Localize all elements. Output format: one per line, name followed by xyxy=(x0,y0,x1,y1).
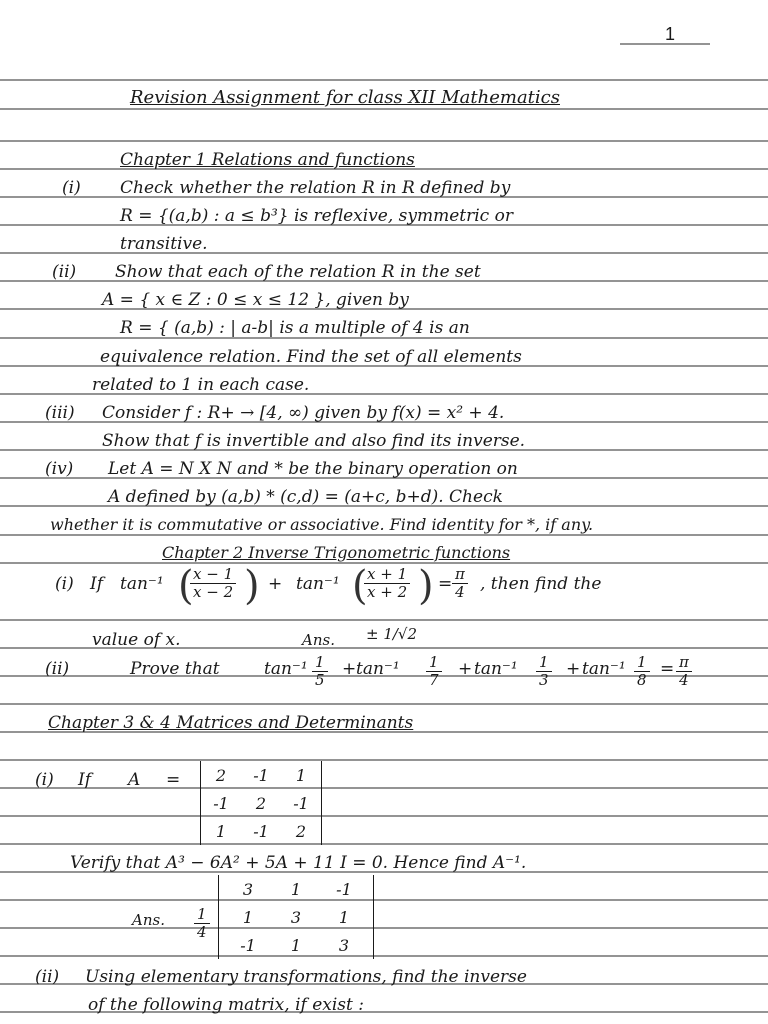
question-text: Consider f : R+ → [4, ∞) given by f(x) = x² + 4. xyxy=(102,403,505,423)
tan-inverse: tan⁻¹ xyxy=(120,574,164,594)
denominator: 5 xyxy=(315,671,325,689)
question-text: Show that f is invertible and also find its inverse. xyxy=(102,431,526,451)
question-text: , then find the xyxy=(480,574,602,594)
question-text: Let A = N X N and * be the binary operation on xyxy=(108,459,518,479)
equals-sign: = xyxy=(166,770,181,790)
text-if: If xyxy=(90,574,104,594)
question-text: R = { (a,b) : | a-b| is a multiple of 4 is an xyxy=(120,318,470,338)
fraction-pi-4 xyxy=(452,566,468,601)
chapter2-title: Chapter 2 Inverse Trigonometric functions xyxy=(162,543,511,562)
numerator: 1 xyxy=(536,654,552,672)
matrix-cell: 1 xyxy=(290,879,302,899)
question-text: equivalence relation. Find the set of all elements xyxy=(100,347,522,367)
question-text: Show that each of the relation R in the set xyxy=(115,262,481,282)
matrix-cell: 3 xyxy=(290,907,302,927)
denominator: 7 xyxy=(429,671,439,689)
numerator: 1 xyxy=(312,654,328,672)
equals-sign: = xyxy=(438,574,453,594)
tan-inverse: tan⁻¹ xyxy=(264,659,308,679)
fraction xyxy=(312,654,328,689)
numerator: π xyxy=(452,566,468,584)
denominator: 4 xyxy=(679,671,689,689)
question-text: transitive. xyxy=(120,234,208,254)
left-paren: ( xyxy=(178,563,194,609)
fraction xyxy=(536,654,552,689)
numerator: 1 xyxy=(194,906,210,924)
fraction xyxy=(364,566,410,601)
matrix-cell: -1 xyxy=(213,793,229,813)
numerator: x + 1 xyxy=(364,566,410,584)
answer-label: Ans. xyxy=(302,631,335,649)
question-number: (ii) xyxy=(35,967,60,987)
question-text: A = { x ∈ Z : 0 ≤ x ≤ 12 }, given by xyxy=(102,290,409,310)
question-number: (ii) xyxy=(52,262,77,282)
tan-inverse: tan⁻¹ xyxy=(474,659,518,679)
chapter3-title: Chapter 3 & 4 Matrices and Determinants xyxy=(48,713,414,733)
question-number: (i) xyxy=(55,574,74,594)
matrix-cell: -1 xyxy=(240,935,256,955)
plus-sign: + xyxy=(342,659,357,679)
plus-sign: + xyxy=(458,659,473,679)
answer-matrix xyxy=(218,875,374,959)
matrix-cell: 1 xyxy=(290,935,302,955)
page-title: Revision Assignment for class XII Mathematics xyxy=(130,87,560,108)
denominator: 8 xyxy=(637,671,647,689)
matrix-cell: 2 xyxy=(255,793,267,813)
answer-value: ± 1/√2 xyxy=(366,625,418,643)
question-text: Prove that xyxy=(130,659,220,679)
matrix-cell: 2 xyxy=(215,765,227,785)
numerator: x − 1 xyxy=(190,566,236,584)
question-text: related to 1 in each case. xyxy=(92,375,310,395)
matrix-cell: 2 xyxy=(295,821,307,841)
question-number: (i) xyxy=(62,178,81,198)
matrix-cell: 3 xyxy=(338,935,350,955)
fraction xyxy=(426,654,442,689)
denominator: 4 xyxy=(455,583,465,601)
question-number: (iv) xyxy=(45,459,74,479)
right-paren: ) xyxy=(244,563,260,609)
matrix-cell: 3 xyxy=(242,879,254,899)
matrix-cell: -1 xyxy=(293,793,309,813)
left-paren: ( xyxy=(352,563,368,609)
plus-sign: + xyxy=(268,574,283,594)
matrix-name: A xyxy=(128,770,141,790)
denominator: x − 2 xyxy=(193,583,234,601)
matrix-cell: 1 xyxy=(242,907,254,927)
equals-sign: = xyxy=(660,659,675,679)
numerator: 1 xyxy=(634,654,650,672)
question-number: (iii) xyxy=(45,403,75,423)
text-if: If xyxy=(78,770,92,790)
question-text: Verify that A³ − 6A² + 5A + 11 I = 0. Hence find A⁻¹. xyxy=(70,853,527,873)
matrix-cell: -1 xyxy=(253,765,269,785)
denominator: 4 xyxy=(197,923,207,941)
question-number: (i) xyxy=(35,770,54,790)
chapter1-title: Chapter 1 Relations and functions xyxy=(120,150,415,170)
question-text: Check whether the relation R in R defined by xyxy=(120,178,511,198)
fraction-pi-4 xyxy=(676,654,692,689)
denominator: x + 2 xyxy=(367,583,408,601)
tan-inverse: tan⁻¹ xyxy=(582,659,626,679)
tan-inverse: tan⁻¹ xyxy=(296,574,340,594)
matrix-cell: -1 xyxy=(336,879,352,899)
fraction xyxy=(190,566,236,601)
numerator: π xyxy=(676,654,692,672)
question-text: R = {(a,b) : a ≤ b³} is reflexive, symmetric or xyxy=(120,206,513,226)
matrix-cell: -1 xyxy=(253,821,269,841)
matrix-cell: 1 xyxy=(215,821,227,841)
matrix-A xyxy=(200,761,322,845)
question-text: of the following matrix, if exist : xyxy=(88,995,364,1015)
question-text: A defined by (a,b) * (c,d) = (a+c, b+d). Check xyxy=(108,487,503,507)
plus-sign: + xyxy=(566,659,581,679)
fraction xyxy=(634,654,650,689)
matrix-cell: 1 xyxy=(295,765,307,785)
answer-coefficient xyxy=(194,906,210,941)
matrix-cell: 1 xyxy=(338,907,350,927)
right-paren: ) xyxy=(418,563,434,609)
question-number: (ii) xyxy=(45,659,70,679)
page-number: 1 xyxy=(665,24,676,44)
question-text: whether it is commutative or associative. Find identity for *, if any. xyxy=(50,515,594,534)
numerator: 1 xyxy=(426,654,442,672)
question-text: value of x. xyxy=(92,630,181,650)
tan-inverse: tan⁻¹ xyxy=(356,659,400,679)
question-text: Using elementary transformations, find the inverse xyxy=(85,967,527,987)
answer-label: Ans. xyxy=(132,911,165,929)
denominator: 3 xyxy=(539,671,549,689)
